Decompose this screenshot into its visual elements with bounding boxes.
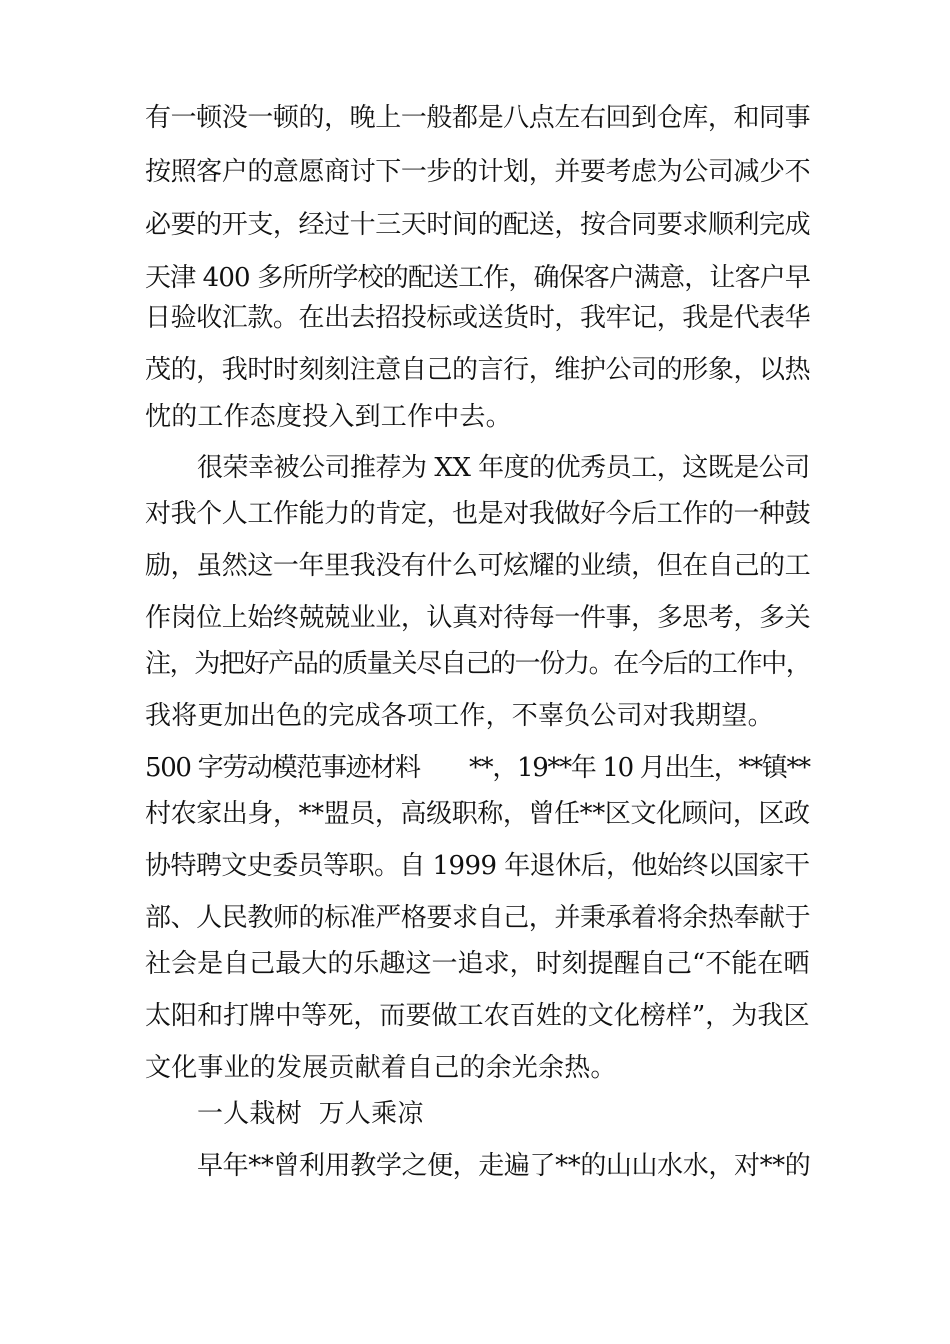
text-line: 部、人民教师的标准严格要求自己，并秉承着将余热奉献于: [145, 903, 811, 933]
heading-and-text-line: 500 字劳动模范事迹材料 **，19**年 10 月出生，**镇**: [145, 753, 810, 783]
text-line: 按照客户的意愿商讨下一步的计划，并要考虑为公司减少不: [145, 157, 811, 187]
text-line: 天津 400 多所所学校的配送工作，确保客户满意，让客户早: [145, 263, 810, 293]
text-line: 注，为把好产品的质量关尽自己的一份力。在今后的工作中，: [145, 649, 811, 679]
text-line: 励，虽然这一年里我没有什么可炫耀的业绩，但在自己的工: [145, 551, 811, 581]
paragraph-first-line: 很荣幸被公司推荐为 XX 年度的优秀员工，这既是公司: [197, 453, 810, 483]
text-line: 作岗位上始终兢兢业业，认真对待每一件事，多思考，多关: [145, 603, 811, 633]
text-line: 文化事业的发展贡献着自己的余光余热。: [145, 1053, 617, 1083]
text-line: 必要的开支，经过十三天时间的配送，按合同要求顺利完成: [145, 210, 811, 240]
text-line: 村农家出身，**盟员，高级职称，曾任**区文化顾问，区政: [145, 799, 810, 829]
section-heading: 一人栽树 万人乘凉: [197, 1099, 424, 1129]
text-line: 我将更加出色的完成各项工作，不辜负公司对我期望。: [145, 701, 774, 731]
text-line: 忱的工作态度投入到工作中去。: [145, 402, 512, 432]
text-line: 协特聘文史委员等职。自 1999 年退休后，他始终以国家干: [145, 851, 810, 881]
text-line: 茂的，我时时刻刻注意自己的言行，维护公司的形象，以热: [145, 355, 811, 385]
text-line: 对我个人工作能力的肯定，也是对我做好今后工作的一种鼓: [145, 499, 811, 529]
text-line: 有一顿没一顿的，晚上一般都是八点左右回到仓库，和同事: [145, 103, 811, 133]
paragraph-first-line: 早年**曾利用教学之便，走遍了**的山山水水，对**的: [197, 1151, 811, 1181]
text-line: 太阳和打牌中等死，而要做工农百姓的文化榜样”，为我区: [145, 1001, 810, 1031]
text-line: 日验收汇款。在出去招投标或送货时，我牢记，我是代表华: [145, 303, 811, 333]
text-line: 社会是自己最大的乐趣这一追求，时刻提醒自己“不能在晒: [145, 949, 810, 979]
